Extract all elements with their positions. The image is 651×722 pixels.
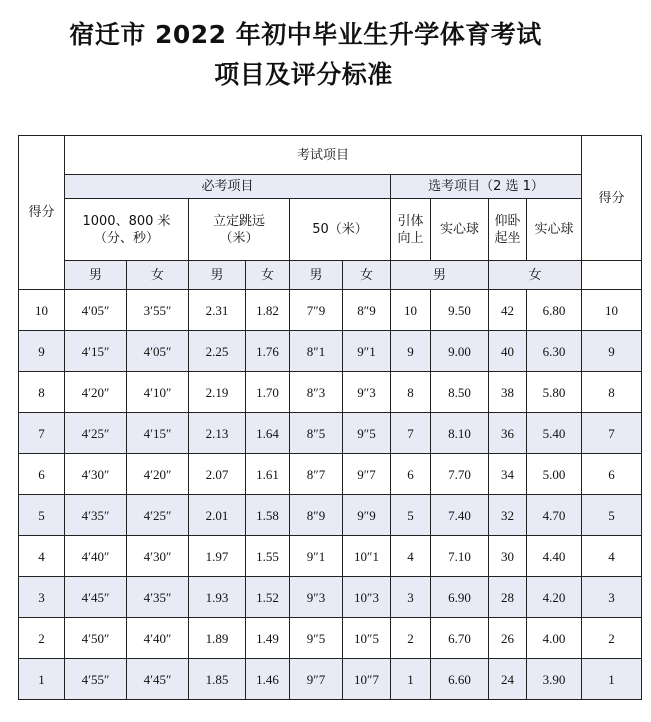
run-female-cell: 3′55″	[127, 290, 189, 331]
jump-male-cell: 2.01	[189, 495, 246, 536]
table-row	[19, 413, 642, 454]
shot-ball-female-cell: 4.20	[527, 577, 582, 618]
situp-female-cell: 42	[489, 290, 527, 331]
shot-ball-male-cell: 6.60	[431, 659, 489, 700]
document-title-line1: 宿迁市 2022 年初中毕业生升学体育考试	[69, 20, 542, 49]
dash-male-cell: 7″9	[290, 290, 343, 331]
jump-male-cell: 1.85	[189, 659, 246, 700]
shot-ball-female-cell: 5.80	[527, 372, 582, 413]
score-right-cell: 3	[582, 577, 642, 618]
table-row	[19, 577, 642, 618]
score-right-cell: 1	[582, 659, 642, 700]
run-female-cell: 4′20″	[127, 454, 189, 495]
dash-male-cell: 9″1	[290, 536, 343, 577]
score-header-left: 得分	[19, 136, 65, 290]
jump-female-cell: 1.49	[246, 618, 290, 659]
dash-male-cell: 8″5	[290, 413, 343, 454]
score-left-cell: 1	[19, 659, 65, 700]
dash-male-cell: 8″1	[290, 331, 343, 372]
run-male-label: 男	[65, 261, 127, 290]
shot-ball-female-header: 实心球	[527, 199, 582, 261]
run-female-cell: 4′40″	[127, 618, 189, 659]
scoring-standard-table	[18, 135, 642, 700]
score-right-cell: 10	[582, 290, 642, 331]
table-row	[19, 331, 642, 372]
jump-female-cell: 1.46	[246, 659, 290, 700]
table-row	[19, 618, 642, 659]
shot-ball-male-cell: 7.10	[431, 536, 489, 577]
run-female-cell: 4′05″	[127, 331, 189, 372]
run-male-cell: 4′05″	[65, 290, 127, 331]
run-male-cell: 4′35″	[65, 495, 127, 536]
shot-ball-male-cell: 6.70	[431, 618, 489, 659]
score-left-cell: 9	[19, 331, 65, 372]
jump-male-cell: 2.25	[189, 331, 246, 372]
table-row	[19, 290, 642, 331]
jump-male-cell: 2.19	[189, 372, 246, 413]
shot-ball-female-cell: 3.90	[527, 659, 582, 700]
jump-female-cell: 1.76	[246, 331, 290, 372]
score-right-cell: 6	[582, 454, 642, 495]
score-right-cell: 7	[582, 413, 642, 454]
jump-female-cell: 1.64	[246, 413, 290, 454]
jump-female-label: 女	[246, 261, 290, 290]
dash-male-cell: 8″3	[290, 372, 343, 413]
dash-female-cell: 9″7	[343, 454, 391, 495]
shot-ball-male-cell: 7.70	[431, 454, 489, 495]
run-male-cell: 4′50″	[65, 618, 127, 659]
pullup-male-cell: 8	[391, 372, 431, 413]
score-left-cell: 10	[19, 290, 65, 331]
shot-ball-male-cell: 6.90	[431, 577, 489, 618]
exam-items-header: 考试项目	[65, 136, 582, 175]
score-right-cell: 9	[582, 331, 642, 372]
jump-female-cell: 1.55	[246, 536, 290, 577]
situp-female-cell: 26	[489, 618, 527, 659]
situp-female-cell: 40	[489, 331, 527, 372]
jump-female-cell: 1.52	[246, 577, 290, 618]
optional-male-label: 男	[391, 261, 489, 290]
score-header-right-gap	[582, 261, 642, 290]
situp-female-cell: 24	[489, 659, 527, 700]
score-left-cell: 5	[19, 495, 65, 536]
run-female-label: 女	[127, 261, 189, 290]
shot-ball-male-cell: 9.00	[431, 331, 489, 372]
pullup-male-cell: 3	[391, 577, 431, 618]
run-male-cell: 4′45″	[65, 577, 127, 618]
jump-male-cell: 2.13	[189, 413, 246, 454]
score-left-cell: 4	[19, 536, 65, 577]
dash-male-cell: 9″7	[290, 659, 343, 700]
score-left-cell: 7	[19, 413, 65, 454]
table-row	[19, 454, 642, 495]
dash-female-cell: 9″9	[343, 495, 391, 536]
run-header: 1000、800 米（分、秒）	[65, 199, 189, 261]
score-right-cell: 8	[582, 372, 642, 413]
situp-female-cell: 34	[489, 454, 527, 495]
shot-ball-male-cell: 8.10	[431, 413, 489, 454]
pullup-male-cell: 9	[391, 331, 431, 372]
run-female-cell: 4′25″	[127, 495, 189, 536]
dash-female-cell: 9″1	[343, 331, 391, 372]
jump-male-cell: 1.93	[189, 577, 246, 618]
run-male-cell: 4′15″	[65, 331, 127, 372]
dash-female-cell: 10″3	[343, 577, 391, 618]
jump-male-label: 男	[189, 261, 246, 290]
run-female-cell: 4′35″	[127, 577, 189, 618]
shot-ball-male-header: 实心球	[431, 199, 489, 261]
dash-header: 50（米）	[290, 199, 391, 261]
table-row	[19, 372, 642, 413]
score-left-cell: 2	[19, 618, 65, 659]
shot-ball-female-cell: 4.00	[527, 618, 582, 659]
run-female-cell: 4′10″	[127, 372, 189, 413]
situp-female-cell: 36	[489, 413, 527, 454]
shot-ball-female-cell: 5.00	[527, 454, 582, 495]
pullup-header: 引体向上	[391, 199, 431, 261]
shot-ball-female-cell: 5.40	[527, 413, 582, 454]
shot-ball-male-cell: 8.50	[431, 372, 489, 413]
run-female-cell: 4′15″	[127, 413, 189, 454]
score-right-cell: 4	[582, 536, 642, 577]
score-left-cell: 8	[19, 372, 65, 413]
dash-female-cell: 8″9	[343, 290, 391, 331]
jump-male-cell: 2.31	[189, 290, 246, 331]
run-male-cell: 4′20″	[65, 372, 127, 413]
situp-female-cell: 38	[489, 372, 527, 413]
shot-ball-male-cell: 7.40	[431, 495, 489, 536]
situp-female-cell: 28	[489, 577, 527, 618]
score-header-right: 得分	[582, 136, 642, 261]
pullup-male-cell: 5	[391, 495, 431, 536]
optional-female-label: 女	[489, 261, 582, 290]
required-items-header: 必考项目	[65, 175, 391, 199]
score-right-cell: 5	[582, 495, 642, 536]
situp-female-cell: 32	[489, 495, 527, 536]
run-male-cell: 4′55″	[65, 659, 127, 700]
score-right-cell: 2	[582, 618, 642, 659]
table-row	[19, 495, 642, 536]
jump-male-cell: 2.07	[189, 454, 246, 495]
jump-female-cell: 1.58	[246, 495, 290, 536]
run-male-cell: 4′40″	[65, 536, 127, 577]
situp-female-cell: 30	[489, 536, 527, 577]
score-left-cell: 3	[19, 577, 65, 618]
jump-female-cell: 1.82	[246, 290, 290, 331]
run-male-cell: 4′30″	[65, 454, 127, 495]
shot-ball-female-cell: 6.30	[527, 331, 582, 372]
run-male-cell: 4′25″	[65, 413, 127, 454]
jump-female-cell: 1.70	[246, 372, 290, 413]
pullup-male-cell: 6	[391, 454, 431, 495]
shot-ball-female-cell: 6.80	[527, 290, 582, 331]
standing-jump-header: 立定跳远（米）	[189, 199, 290, 261]
dash-male-cell: 9″5	[290, 618, 343, 659]
dash-female-cell: 9″3	[343, 372, 391, 413]
dash-male-cell: 8″9	[290, 495, 343, 536]
situp-header: 仰卧起坐	[489, 199, 527, 261]
score-rows	[19, 290, 642, 700]
pullup-male-cell: 2	[391, 618, 431, 659]
pullup-male-cell: 10	[391, 290, 431, 331]
score-left-cell: 6	[19, 454, 65, 495]
dash-female-cell: 10″1	[343, 536, 391, 577]
dash-female-cell: 10″7	[343, 659, 391, 700]
pullup-male-cell: 4	[391, 536, 431, 577]
dash-male-label: 男	[290, 261, 343, 290]
document-title-line2: 项目及评分标准	[214, 60, 393, 89]
jump-male-cell: 1.97	[189, 536, 246, 577]
shot-ball-female-cell: 4.70	[527, 495, 582, 536]
run-female-cell: 4′30″	[127, 536, 189, 577]
dash-female-label: 女	[343, 261, 391, 290]
shot-ball-male-cell: 9.50	[431, 290, 489, 331]
dash-male-cell: 8″7	[290, 454, 343, 495]
dash-female-cell: 10″5	[343, 618, 391, 659]
run-female-cell: 4′45″	[127, 659, 189, 700]
table-row	[19, 536, 642, 577]
dash-female-cell: 9″5	[343, 413, 391, 454]
dash-male-cell: 9″3	[290, 577, 343, 618]
jump-male-cell: 1.89	[189, 618, 246, 659]
table-row	[19, 659, 642, 700]
jump-female-cell: 1.61	[246, 454, 290, 495]
pullup-male-cell: 1	[391, 659, 431, 700]
shot-ball-female-cell: 4.40	[527, 536, 582, 577]
optional-items-header: 选考项目（2 选 1）	[391, 175, 582, 199]
pullup-male-cell: 7	[391, 413, 431, 454]
